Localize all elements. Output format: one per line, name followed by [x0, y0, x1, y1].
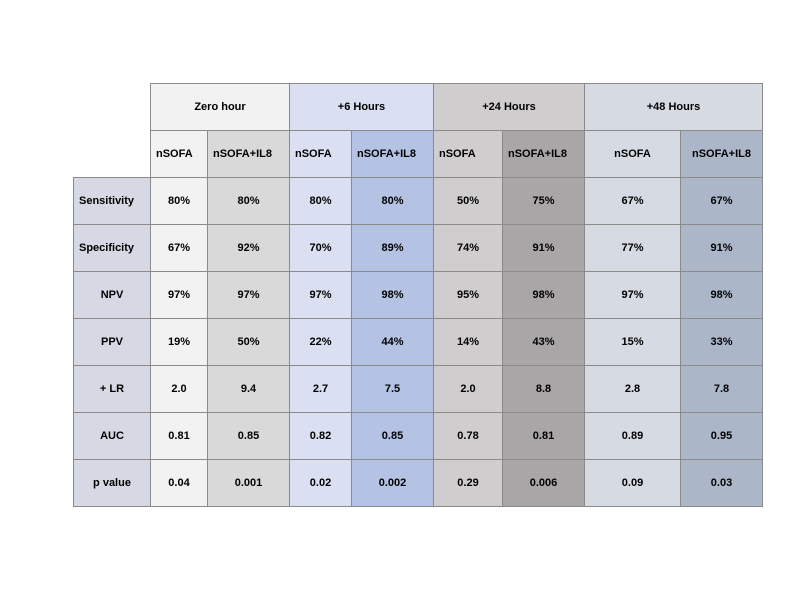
table-cell: 91%: [681, 225, 763, 272]
subheader-6h-nsofa-il8: nSOFA+IL8: [352, 131, 434, 178]
table-cell: 74%: [434, 225, 503, 272]
subheader-zero-nsofa: nSOFA: [151, 131, 208, 178]
table-cell: 0.002: [352, 460, 434, 507]
table-cell: 0.89: [585, 413, 681, 460]
table-cell: 80%: [208, 178, 290, 225]
subheader-24h-nsofa: nSOFA: [434, 131, 503, 178]
group-6-hours: +6 Hours: [290, 84, 434, 131]
row-label-ppv: PPV: [74, 319, 151, 366]
table-cell: 97%: [290, 272, 352, 319]
table-cell: 67%: [585, 178, 681, 225]
row-label-npv: NPV: [74, 272, 151, 319]
table-cell: 0.001: [208, 460, 290, 507]
table-cell: 97%: [585, 272, 681, 319]
table-cell: 97%: [208, 272, 290, 319]
table-cell: 2.0: [434, 366, 503, 413]
table-cell: 0.81: [503, 413, 585, 460]
corner-cell: [74, 84, 151, 131]
table-cell: 22%: [290, 319, 352, 366]
table-cell: 95%: [434, 272, 503, 319]
subheader-row: [74, 131, 763, 178]
table-row: [74, 272, 763, 319]
table-cell: 75%: [503, 178, 585, 225]
table-cell: 0.78: [434, 413, 503, 460]
table-cell: 70%: [290, 225, 352, 272]
table-cell: 80%: [151, 178, 208, 225]
table-cell: 7.5: [352, 366, 434, 413]
subheader-zero-nsofa-il8: nSOFA+IL8: [208, 131, 290, 178]
table-cell: 0.03: [681, 460, 763, 507]
table-cell: 0.85: [352, 413, 434, 460]
table-cell: 0.29: [434, 460, 503, 507]
table-cell: 80%: [352, 178, 434, 225]
table-row: [74, 225, 763, 272]
group-zero-hour: Zero hour: [151, 84, 290, 131]
group-48-hours: +48 Hours: [585, 84, 763, 131]
table-cell: 50%: [434, 178, 503, 225]
group-header-row: [74, 84, 763, 131]
table-cell: 2.8: [585, 366, 681, 413]
row-label-specificity: Specificity: [74, 225, 151, 272]
table-cell: 19%: [151, 319, 208, 366]
table-cell: 80%: [290, 178, 352, 225]
subheader-6h-nsofa: nSOFA: [290, 131, 352, 178]
table-cell: 0.04: [151, 460, 208, 507]
row-label-lr: + LR: [74, 366, 151, 413]
table-row: [74, 460, 763, 507]
table-cell: 15%: [585, 319, 681, 366]
row-label-sensitivity: Sensitivity: [74, 178, 151, 225]
table-cell: 92%: [208, 225, 290, 272]
table-cell: 0.95: [681, 413, 763, 460]
row-label-p-value: p value: [74, 460, 151, 507]
table-cell: 0.006: [503, 460, 585, 507]
table-cell: 14%: [434, 319, 503, 366]
table-cell: 0.82: [290, 413, 352, 460]
table-cell: 2.0: [151, 366, 208, 413]
table-cell: 44%: [352, 319, 434, 366]
table-cell: 9.4: [208, 366, 290, 413]
table-cell: 0.02: [290, 460, 352, 507]
table-cell: 0.81: [151, 413, 208, 460]
table-cell: 98%: [681, 272, 763, 319]
table-cell: 33%: [681, 319, 763, 366]
table-cell: 89%: [352, 225, 434, 272]
table-cell: 43%: [503, 319, 585, 366]
subheader-24h-nsofa-il8: nSOFA+IL8: [503, 131, 585, 178]
table-cell: 7.8: [681, 366, 763, 413]
corner-cell-2: [74, 131, 151, 178]
table-cell: 8.8: [503, 366, 585, 413]
table-cell: 67%: [681, 178, 763, 225]
table-cell: 2.7: [290, 366, 352, 413]
subheader-48h-nsofa-il8: nSOFA+IL8: [681, 131, 763, 178]
table-cell: 91%: [503, 225, 585, 272]
table-cell: 0.85: [208, 413, 290, 460]
table-cell: 0.09: [585, 460, 681, 507]
table-cell: 98%: [503, 272, 585, 319]
table-cell: 98%: [352, 272, 434, 319]
table-row: [74, 413, 763, 460]
table-row: [74, 366, 763, 413]
table-row: [74, 178, 763, 225]
row-label-auc: AUC: [74, 413, 151, 460]
results-table: [73, 83, 763, 507]
table-cell: 67%: [151, 225, 208, 272]
group-24-hours: +24 Hours: [434, 84, 585, 131]
table-cell: 97%: [151, 272, 208, 319]
table-cell: 50%: [208, 319, 290, 366]
subheader-48h-nsofa: nSOFA: [585, 131, 681, 178]
table-row: [74, 319, 763, 366]
table-cell: 77%: [585, 225, 681, 272]
